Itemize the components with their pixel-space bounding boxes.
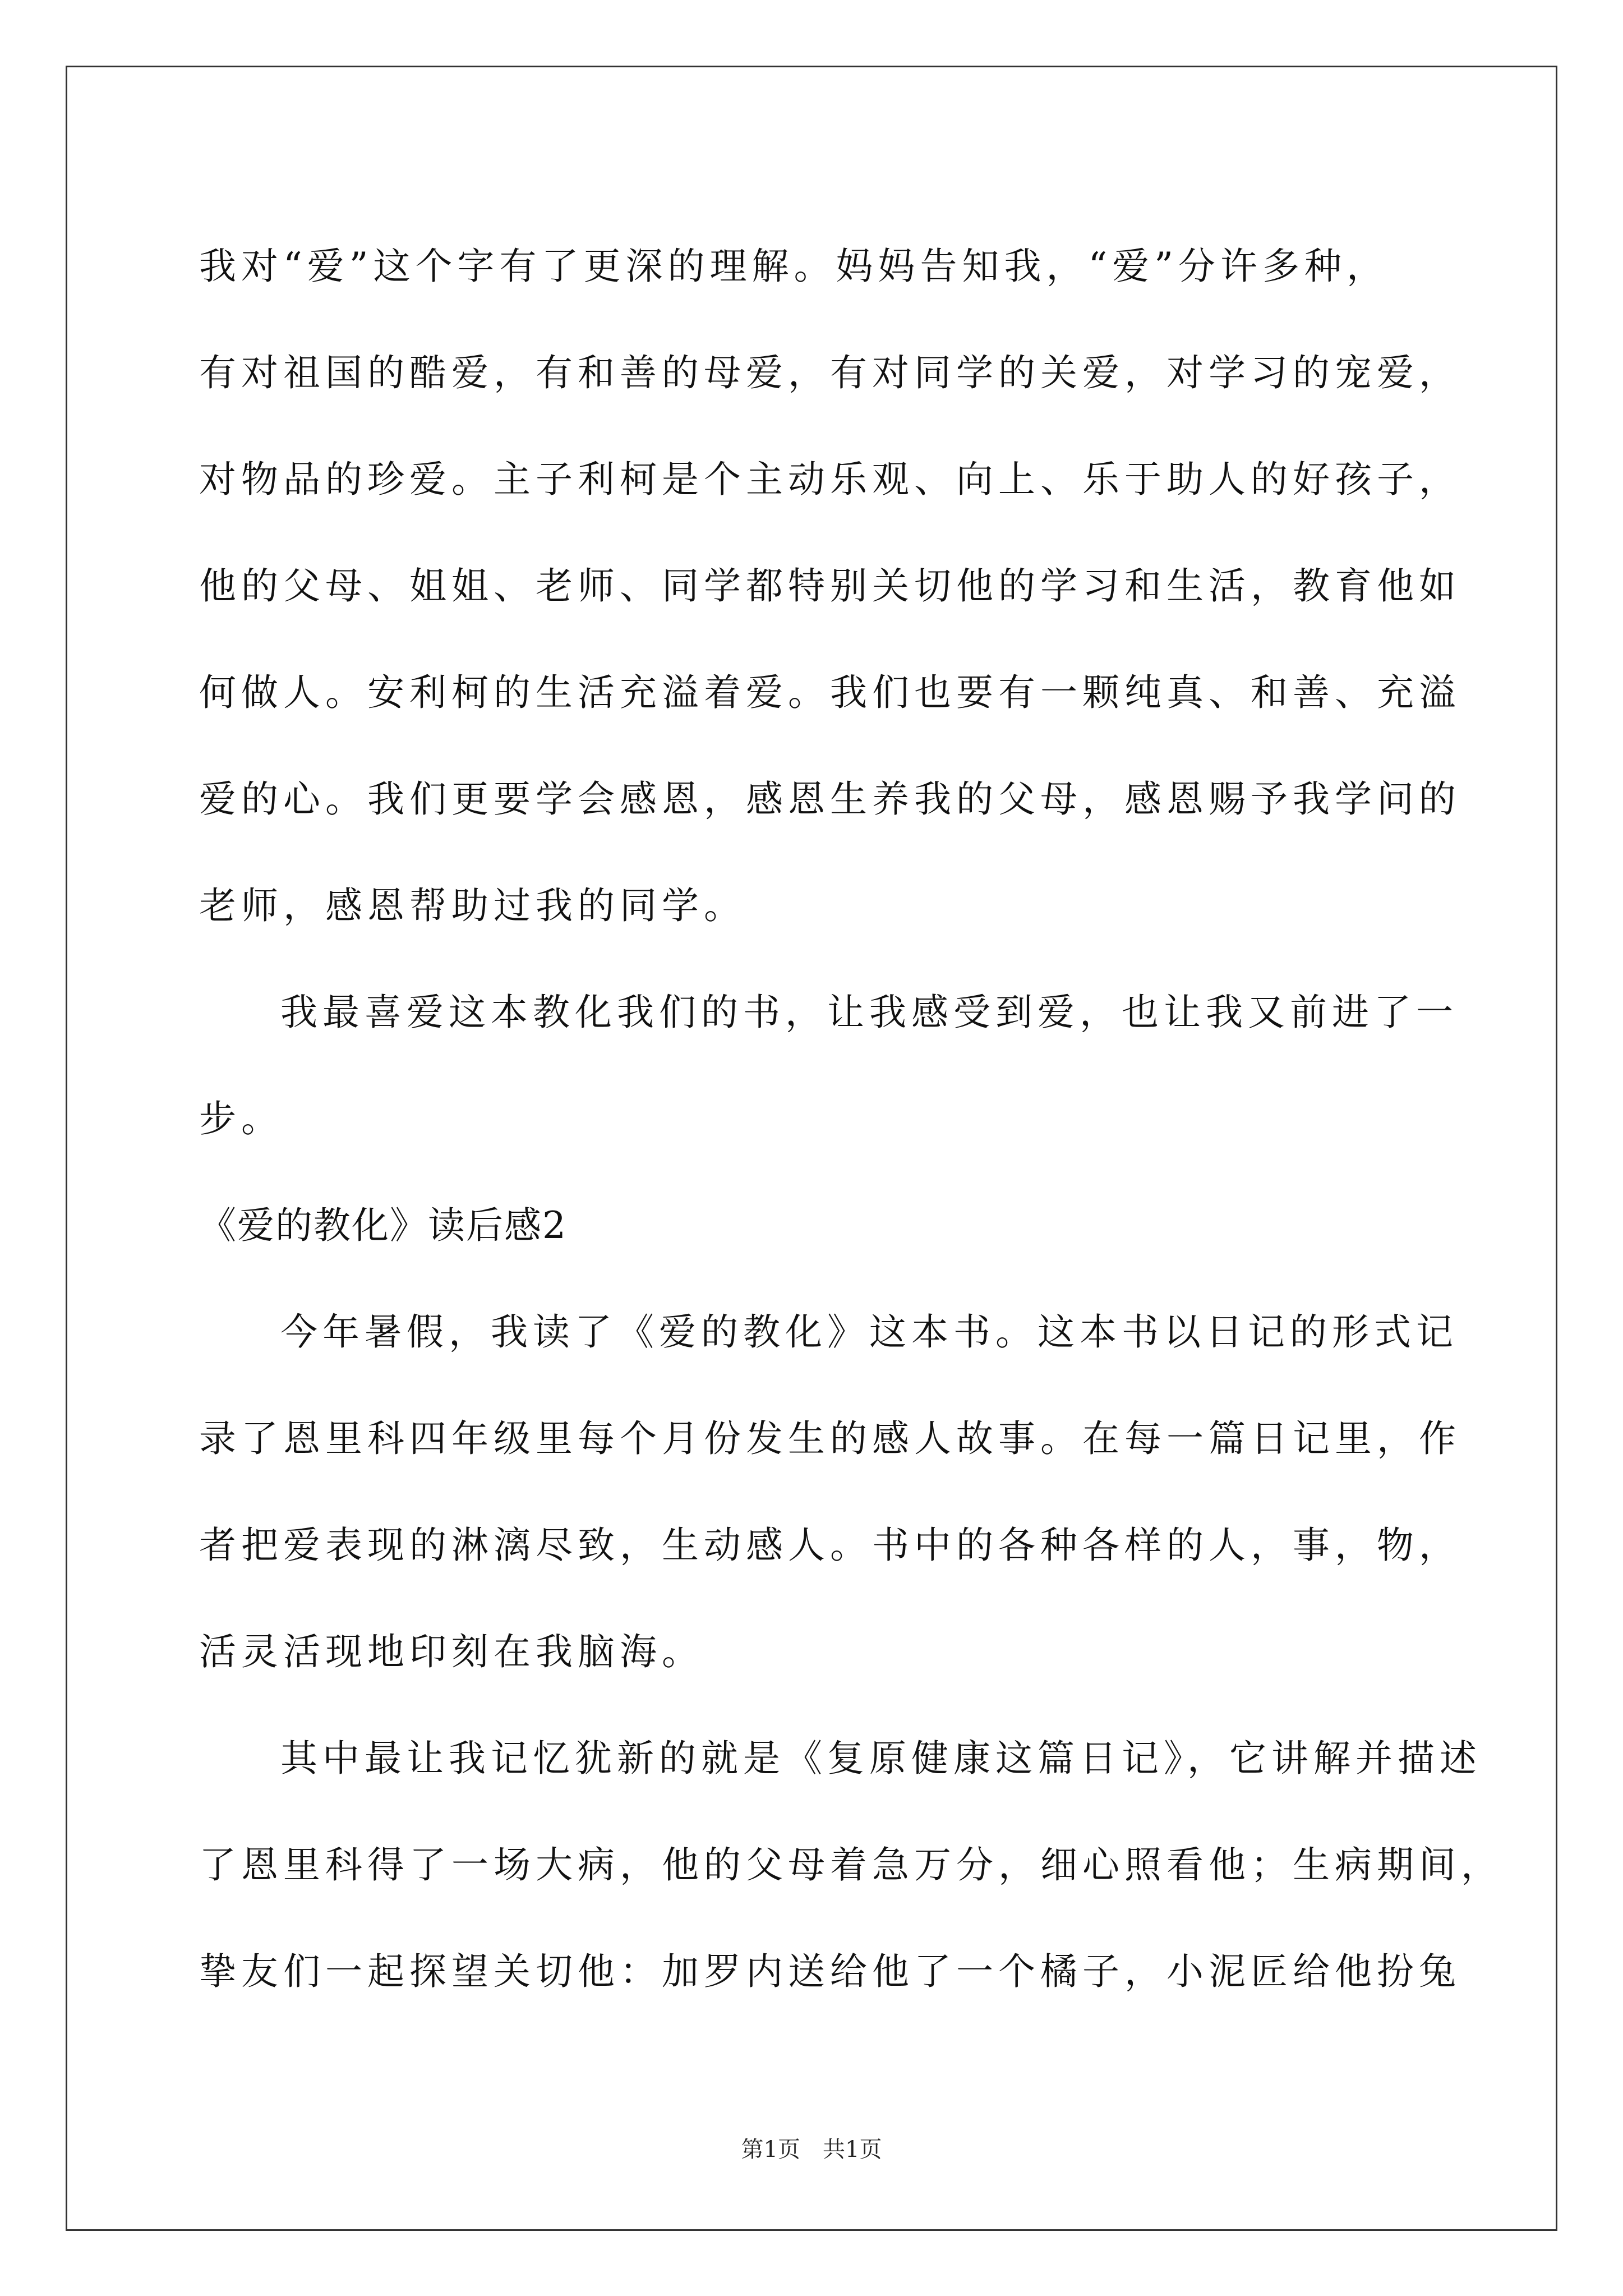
text-line: 了恩里科得了一场大病，他的父母着急万分，细心照看他；生病期间，	[199, 1843, 1503, 1887]
text-line: 对物品的珍爱。主子利柯是个主动乐观、向上、乐于助人的好孩子，	[199, 458, 1461, 501]
text-line: 老师，感恩帮助过我的同学。	[199, 884, 746, 927]
paragraph-first-line: 我最喜爱这本教化我们的书，让我感受到爱，也让我又前进了一	[280, 991, 1458, 1034]
text-line: 何做人。安利柯的生活充溢着爱。我们也要有一颗纯真、和善、充溢	[199, 671, 1461, 714]
text-line: 活灵活现地印刻在我脑海。	[199, 1630, 704, 1673]
text-line: 挚友们一起探望关切他：加罗内送给他了一个橘子，小泥匠给他扮兔	[199, 1950, 1461, 1993]
text-line: 他的父母、姐姐、老师、同学都特别关切他的学习和生活，教育他如	[199, 564, 1461, 608]
paragraph-first-line: 其中最让我记忆犹新的就是《复原健康这篇日记》，它讲解并描述	[280, 1737, 1482, 1780]
text-line: 步。	[199, 1097, 283, 1140]
page-footer: 第1页 共1页	[741, 2137, 882, 2162]
text-line: 爱的心。我们更要学会感恩，感恩生养我的父母，感恩赐予我学问的	[199, 777, 1461, 821]
text-line: 者把爱表现的淋漓尽致，生动感人。书中的各种各样的人，事，物，	[199, 1524, 1461, 1567]
paragraph-first-line: 今年暑假，我读了《爱的教化》这本书。这本书以日记的形式记	[280, 1310, 1458, 1354]
text-line: 有对祖国的酷爱，有和善的母爱，有对同学的关爱，对学习的宠爱，	[199, 351, 1461, 394]
document-body	[199, 213, 1503, 2025]
text-line: 我对“爱”这个字有了更深的理解。妈妈告知我，“爱”分许多种，	[199, 245, 1389, 288]
section-heading: 《爱的教化》读后感2	[199, 1204, 567, 1247]
text-line: 录了恩里科四年级里每个月份发生的感人故事。在每一篇日记里，作	[199, 1417, 1461, 1460]
